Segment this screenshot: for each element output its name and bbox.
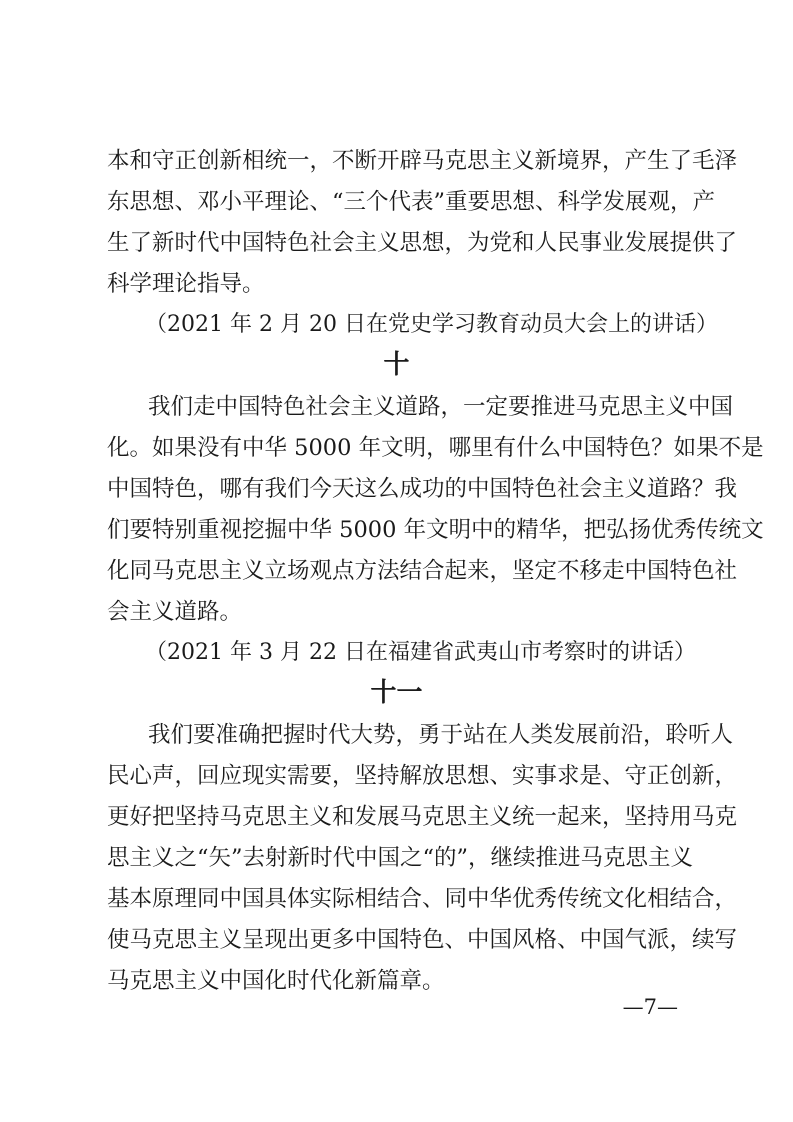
paragraph-line: 本和守正创新相统一，不断开辟马克思主义新境界，产生了毛泽 [107, 148, 738, 174]
paragraph-line: 会主义道路。 [107, 599, 243, 625]
paragraph-line: 更好把坚持马克思主义和发展马克思主义统一起来，坚持用马克 [107, 804, 738, 830]
paragraph-line: 我们走中国特色社会主义道路，一定要推进马克思主义中国 [148, 394, 734, 420]
paragraph-line: 使马克思主义呈现出更多中国特色、中国风格、中国气派，续写 [107, 927, 738, 953]
paragraph-line: 们要特别重视挖掘中华 5000 年文明中的精华，把弘扬优秀传统文 [107, 517, 764, 543]
paragraph-line: 马克思主义中国化时代化新篇章。 [107, 968, 445, 994]
paragraph-line: 基本原理同中国具体实际相结合、同中华优秀传统文化相结合， [107, 886, 738, 912]
paragraph-line: 化。如果没有中华 5000 年文明，哪里有什么中国特色？如果不是 [107, 435, 764, 461]
paragraph-line: 中国特色，哪有我们今天这么成功的中国特色社会主义道路？我 [107, 476, 738, 502]
section-heading: 十 [383, 350, 410, 380]
paragraph-line: 我们要准确把握时代大势，勇于站在人类发展前沿，聆听人 [148, 722, 734, 748]
paragraph-line: 民心声，回应现实需要，坚持解放思想、实事求是、守正创新， [107, 763, 738, 789]
paragraph-line: 化同马克思主义立场观点方法结合起来，坚定不移走中国特色社 [107, 558, 738, 584]
source-citation: （2021 年 2 月 20 日在党史学习教育动员大会上的讲话） [145, 312, 718, 337]
paragraph-line: 思主义之“矢”去射新时代中国之“的”，继续推进马克思主义 [107, 845, 694, 871]
paragraph-line: 科学理论指导。 [107, 271, 265, 297]
page-number: —7— [622, 995, 678, 1019]
paragraph-line: 生了新时代中国特色社会主义思想，为党和人民事业发展提供了 [107, 230, 738, 256]
source-citation: （2021 年 3 月 22 日在福建省武夷山市考察时的讲话） [145, 640, 696, 665]
paragraph-line: 东思想、邓小平理论、“三个代表”重要思想、科学发展观，产 [107, 189, 716, 215]
section-heading: 十一 [370, 678, 423, 708]
